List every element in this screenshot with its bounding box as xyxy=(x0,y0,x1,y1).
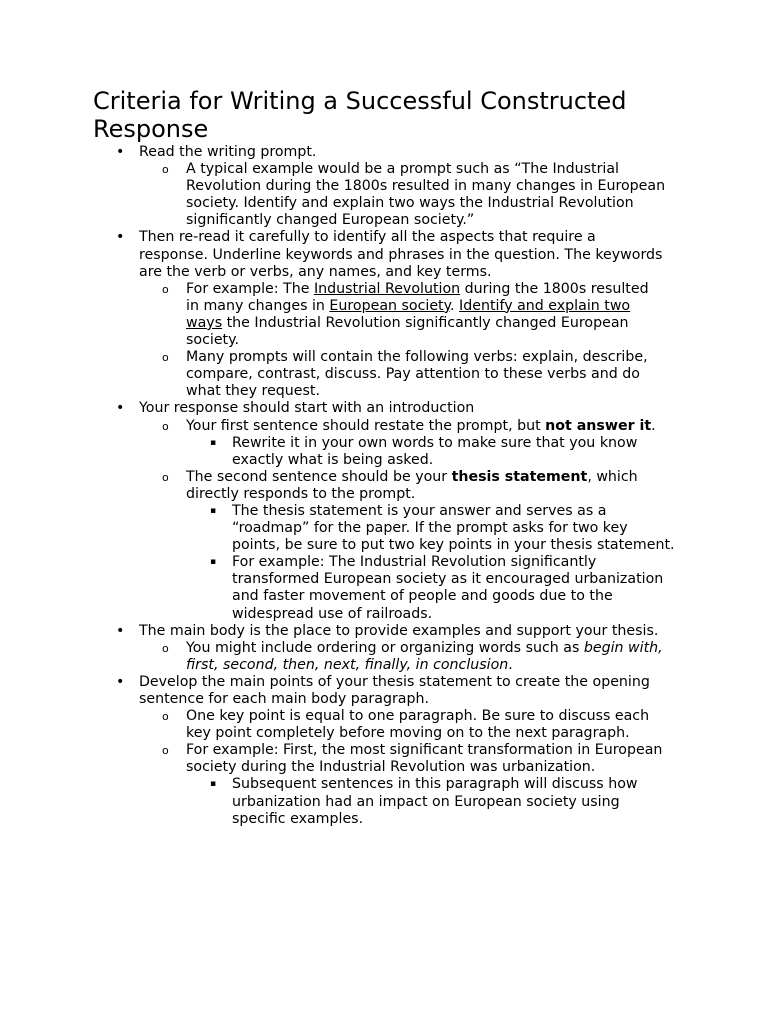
bullet-marker: • xyxy=(116,673,125,690)
list-item xyxy=(0,554,768,622)
document-title: Criteria for Writing a Successful Constructed Response xyxy=(93,87,627,143)
list-item xyxy=(0,674,768,708)
list-item xyxy=(0,623,768,640)
bold-phrase: thesis statement xyxy=(451,468,588,485)
circle-marker: o xyxy=(162,744,169,758)
list-item xyxy=(0,144,768,161)
underlined-keyword: Identify and explain two ways xyxy=(186,297,631,331)
circle-marker: o xyxy=(162,641,169,655)
item-text: Then re-read it carefully to identify all the aspects that require a response. Underline keywords and phrases in the question. The keywords are the verb or verbs, any names, and key terms. xyxy=(139,229,663,280)
item-text: The thesis statement is your answer and serves as a “roadmap” for the paper. If the prompt asks for two key points, be sure to put two key points in your thesis statement. xyxy=(232,502,675,554)
bullet-marker: • xyxy=(116,400,125,417)
square-marker: ▪ xyxy=(210,505,217,516)
item-text: A typical example would be a prompt such as “The Industrial Revolution during the 1800s resulted in many changes in European society. Identify and explain two ways the Industrial Revolution significantly changed European society.” xyxy=(186,161,666,229)
bullet-marker: • xyxy=(116,144,125,160)
list-item xyxy=(0,469,768,503)
circle-marker: o xyxy=(162,351,169,365)
bullet-marker: • xyxy=(116,622,125,639)
item-text: Your response should start with an introduction xyxy=(139,400,475,417)
list-item xyxy=(0,349,768,400)
list-item xyxy=(0,640,768,674)
square-marker: ▪ xyxy=(210,437,217,448)
item-text: You might include ordering or organizing words such as begin with, first, second, then, next, finally, in conclusion. xyxy=(186,639,663,673)
list-item xyxy=(0,742,768,776)
italic-phrase: begin with, first, second, then, next, finally, in conclusion xyxy=(186,639,663,673)
item-text: Rewrite it in your own words to make sure that you know exactly what is being asked. xyxy=(232,434,638,468)
circle-marker: o xyxy=(162,470,169,484)
bullet-marker: • xyxy=(116,229,125,246)
item-text: One key point is equal to one paragraph. Be sure to discuss each key point completely before moving on to the next paragraph. xyxy=(186,708,650,742)
circle-marker: o xyxy=(162,710,169,724)
item-text: For example: First, the most significant transformation in European society during the Industrial Revolution was urbanization. xyxy=(186,742,663,776)
list-item xyxy=(0,435,768,469)
item-text: Many prompts will contain the following verbs: explain, describe, compare, contrast, discuss. Pay attention to these verbs and do what they request. xyxy=(186,349,648,400)
bold-phrase: not answer it xyxy=(545,417,652,434)
circle-marker: o xyxy=(162,282,169,296)
list-item xyxy=(0,418,768,435)
list-item xyxy=(0,776,768,827)
list-item xyxy=(0,503,768,554)
item-text: For example: The Industrial Revolution significantly transformed European society as it encouraged urbanization and faster movement of people and goods due to the widespread use of railroads. xyxy=(232,554,664,622)
criteria-list xyxy=(0,144,768,828)
item-text: Subsequent sentences in this paragraph will discuss how urbanization had an impact on European society using specific examples. xyxy=(232,776,638,827)
list-item xyxy=(0,708,768,742)
circle-marker: o xyxy=(162,163,169,177)
list-item xyxy=(0,400,768,417)
item-text: For example: The Industrial Revolution during the 1800s resulted in many changes in European society. Identify and explain two ways the Industrial Revolution significantly changed European society. xyxy=(186,280,649,349)
circle-marker: o xyxy=(162,419,169,433)
underlined-keyword: European society xyxy=(329,297,450,314)
item-text: The main body is the place to provide examples and support your thesis. xyxy=(139,622,659,639)
list-item xyxy=(0,229,768,280)
list-item xyxy=(0,161,768,229)
item-text: Develop the main points of your thesis statement to create the opening sentence for each main body paragraph. xyxy=(139,673,650,707)
item-text: Your first sentence should restate the prompt, but not answer it. xyxy=(186,417,656,434)
list-item xyxy=(0,281,768,349)
underlined-keyword: Industrial Revolution xyxy=(313,280,461,297)
square-marker: ▪ xyxy=(210,779,217,790)
item-text: Read the writing prompt. xyxy=(139,144,317,160)
square-marker: ▪ xyxy=(210,557,217,568)
item-text: The second sentence should be your thesis statement, which directly responds to the prompt. xyxy=(186,468,638,502)
